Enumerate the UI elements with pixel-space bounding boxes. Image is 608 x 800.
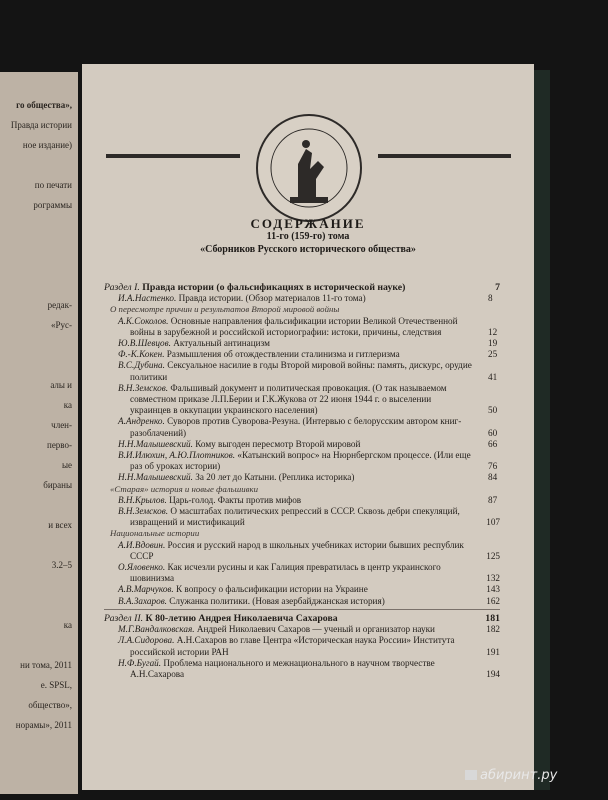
series-label: «Сборников Русского исторического общества» [200, 244, 416, 255]
toc-entry [104, 540, 500, 562]
entry-author: М.Г.Вандалковская. [118, 624, 195, 635]
entry-page: 194 [486, 668, 500, 679]
left-page-line: по печати [34, 180, 72, 190]
left-page-line: и всех [48, 520, 72, 530]
section-title: Правда истории (о фальсификациях в исторической науке) [142, 282, 406, 293]
left-page-line: «Рус- [51, 320, 72, 330]
entry-author: О.Яловенко. [118, 562, 166, 573]
entry-title: «Катынский вопрос» на Нюрнбергском процессе. (Или еще раз об уроках истории) [130, 450, 471, 472]
entry-author: Н.Ф.Бугай. [118, 657, 162, 668]
section-page: 7 [495, 282, 500, 293]
toc-entry: Ю.В.Шевцов. Актуальный антинацизм 19 [118, 338, 498, 349]
entry-author: А.В.Марчуков. [118, 584, 174, 595]
entry-title: Основные направления фальсификации истории Великой Отечественной войны в зарубежной и российской историографии: истоки, причины, следствия [130, 315, 458, 337]
left-page-line: ное издание) [22, 140, 72, 150]
entry-author: В.А.Захаров. [118, 595, 167, 606]
toc-entry: А.Андренко. Суворов против Суворова-Резуна. (Интервью с белорусским автором книг-разоблачений) 60 [118, 416, 498, 438]
entry-page: 107 [486, 517, 500, 528]
entry-author: Н.Н.Малышевский. [118, 472, 193, 483]
left-page-line: ка [63, 620, 72, 630]
contents-title: СОДЕРЖАНИЕ [250, 216, 366, 231]
left-page-line: перво- [47, 440, 72, 450]
left-page-line: рограммы [33, 200, 72, 210]
entry-page: 143 [486, 584, 500, 595]
entry-title: Суворов против Суворова-Резуна. (Интервью с белорусским автором книг-разоблачений) [130, 416, 462, 438]
entry-page: 191 [486, 646, 500, 657]
entry-page: 162 [486, 595, 500, 606]
entry-author: А.Андренко. [118, 416, 165, 427]
left-page-line: го общества», [16, 100, 72, 110]
toc-entry: В.Н.Земсков. Фальшивый документ и политическая провокация. (О так называемом совместном приказе Л.П.Берии и Г.К.Жукова от 22 июня 1944 г. о выселении украинцев в оккупации украинского населения) 50 [118, 382, 498, 416]
entry-author: В.И.Илюхин, А.Ю.Плотников. [118, 450, 236, 461]
entry-title: За 20 лет до Катыни. (Реплика историка) [195, 472, 355, 483]
left-page-line: норамы», 2011 [15, 720, 72, 730]
entry-title: Андрей Николаевич Сахаров — ученый и организатор науки [196, 624, 435, 635]
toc-entry: В.С.Дубина. Сексуальное насилие в годы Второй мировой войны: память, дискурс, орудие политики 41 [118, 360, 498, 382]
left-page-line: бираны [43, 480, 72, 490]
entry-title: Правда истории. (Обзор материалов 11-го тома) [178, 293, 366, 304]
header-rule-left [106, 154, 240, 158]
volume-label: 11-го (159-го) тома [266, 231, 350, 242]
left-page-line: е. SPSL, [40, 680, 72, 690]
left-page [0, 72, 78, 794]
entry-title: Фальшивый документ и политическая провокация. (О так называемом совместном приказе Л.П.Берии и Г.К.Жукова от 22 июня 1944 г. о выселении украинцев в оккупации украинского населения) [130, 382, 447, 416]
section-label: Раздел II. [104, 612, 144, 624]
entry-author: В.Н.Земсков. [118, 382, 169, 393]
entry-author: А.К.Соколов. [118, 315, 169, 326]
entry-author: Л.А.Сидорова. [118, 635, 175, 646]
book-page [82, 64, 534, 790]
entry-page: 125 [486, 550, 500, 561]
entry-author: В.Н.Земсков. [118, 506, 169, 517]
subsection-heading: «Старая» история и новые фальшивки [110, 483, 258, 494]
entry-title: Как исчезли русины и как Галиция превратилась в центр украинского шовинизма [130, 562, 441, 584]
toc-entry [104, 635, 500, 657]
toc-entry: И.А.Настенко. Правда истории. (Обзор материалов 11-го тома) 8 [118, 293, 493, 304]
entry-title: Служанка политики. (Новая азербайджанская история) [169, 595, 385, 606]
left-page-line: общество», [28, 700, 72, 710]
toc-entry: Н.Н.Малышевский. За 20 лет до Катыни. (Реплика историка) 84 [118, 472, 498, 483]
entry-title: А.Н.Сахаров во главе Центра «Историческая наука России» Института российской истории РАН [130, 635, 455, 657]
toc-entry: Ф.-К.Кокен. Размышления об отождествлении сталинизма и гитлеризма 25 [118, 349, 498, 360]
entry-title: Актуальный антинацизм [173, 338, 270, 349]
entry-author: В.Н.Крылов. [118, 494, 167, 505]
toc-entry [104, 506, 500, 528]
toc-entry [104, 596, 500, 607]
entry-author: И.А.Настенко. [118, 293, 177, 304]
entry-page: 132 [486, 573, 500, 584]
toc-entry [104, 562, 500, 584]
subsection-heading: Национальные истории [110, 528, 200, 539]
entry-title: Размышления об отождествлении сталинизма и гитлеризма [166, 349, 400, 360]
toc-entry: В.Н.Крылов. Царь-голод. Факты против мифов 87 [118, 494, 498, 505]
entry-title: К вопросу о фальсификации истории на Украине [176, 584, 368, 595]
left-page-line: 3.2–5 [51, 560, 72, 570]
entry-title: Сексуальное насилие в годы Второй мировой войны: память, дискурс, орудие политики [130, 360, 472, 382]
toc-entry [104, 584, 500, 595]
entry-author: Н.Н.Малышевский. [118, 438, 193, 449]
entry-page: 182 [486, 624, 500, 635]
left-page-line: член- [51, 420, 72, 430]
section-heading [104, 613, 500, 624]
entry-author: А.И.Вдовин. [118, 539, 166, 550]
left-page-line: алы и [50, 380, 72, 390]
left-page-line: ка [63, 400, 72, 410]
toc-entry: А.К.Соколов. Основные направления фальсификации истории Великой Отечественной войны в зарубежной и российской историографии: истоки, причины, следствия 12 [118, 315, 498, 337]
watermark-badge-icon [465, 770, 477, 780]
left-page-line: ни тома, 2011 [20, 660, 72, 670]
section-heading [104, 282, 500, 293]
society-seal-icon [240, 109, 378, 227]
table-of-contents [104, 282, 500, 680]
entry-title: Проблема национального и межнационального в научном творчестве А.Н.Сахарова [130, 657, 435, 679]
entry-title: Царь-голод. Факты против мифов [169, 494, 302, 505]
entry-title: Россия и русский народ в школьных учебниках истории бывших республик СССР [130, 539, 464, 561]
toc-entry [104, 624, 500, 635]
section-label: Раздел I. [104, 282, 140, 293]
subsection-heading: О пересмотре причин и результатов Второй мировой войны [110, 304, 340, 315]
section-page: 181 [485, 612, 500, 624]
entry-author: Ф.-К.Кокен. [118, 349, 165, 360]
left-page-line: редак- [47, 300, 72, 310]
toc-entry [104, 658, 500, 680]
watermark: абиринт.ру [480, 768, 558, 783]
entry-title: Кому выгоден пересмотр Второй мировой [195, 438, 361, 449]
header-rule-right [378, 154, 511, 158]
toc-entry: В.И.Илюхин, А.Ю.Плотников. «Катынский вопрос» на Нюрнбергском процессе. (Или еще раз об уроках истории) 76 [118, 450, 498, 472]
toc-entry: Н.Н.Малышевский. Кому выгоден пересмотр Второй мировой 66 [118, 438, 498, 449]
section-divider [104, 609, 500, 610]
entry-author: Ю.В.Шевцов. [118, 338, 171, 349]
entry-author: В.С.Дубина. [118, 360, 165, 371]
section-title: К 80-летию Андрея Николаевича Сахарова [145, 612, 338, 624]
left-page-line: ые [61, 460, 72, 470]
left-page-line: Правда истории [10, 120, 72, 130]
entry-title: О масштабах политических репрессий в СССР. Сквозь дебри спекуляций, извращений и мистификаций [130, 506, 460, 528]
